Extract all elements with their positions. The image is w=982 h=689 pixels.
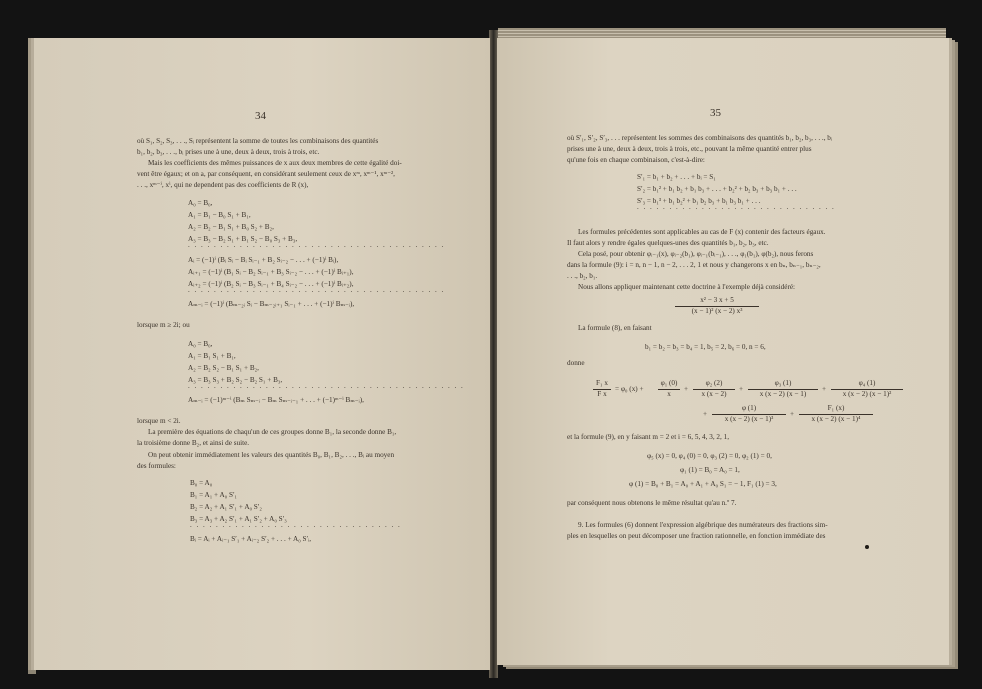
equation: A₃ = B₃ S₃ + B₂ S₂ − B₂ S₁ + B₃, (188, 376, 283, 384)
equation-term: + (790, 410, 795, 418)
text-line: vent être égaux; et on a, par conséquent, en considérant seulement ceux de xᵐ, xᵐ⁻¹, xᵐ⁻², (137, 170, 395, 178)
fraction-numerator: φ₄ (1) (858, 379, 876, 387)
text-line: où S₁, S₂, S₃, . . ., Sᵢ représentent la somme de toutes les combinaisons des quantités (137, 137, 379, 145)
fraction-denominator: x (x − 2) (x − 1)⁴ (811, 415, 861, 423)
dotted-separator: . . . . . . . . . . . . . . . . . . . . . . . . . . . . . . . (637, 203, 836, 211)
equation: A₁ = B₁ − B₀ S₁ + B₁, (188, 211, 251, 219)
equation: B₃ = A₃ + A₂ S′₁ + A₁ S′₂ + A₀ S′₃ (190, 515, 287, 523)
equation: S′₃ = b₁³ + b₁ b₂² + b₁ b₂ b₃ + b₁ b₃ b₁ + . . . (637, 197, 761, 205)
text-line: . . ., b₂, b₁. (567, 272, 598, 280)
equation: b₁ = b₂ = b₃ = b₄ = 1, b₅ = 2, b₆ = 0, n = 6, (645, 343, 766, 351)
text-line: qu'une fois en chaque combinaison, c'est-à-dire: (567, 156, 705, 164)
fraction-denominator: x (x − 2) (x − 1)³ (724, 415, 774, 423)
equation: Aᵢ₊₁ = (−1)ⁱ (B₁ Sᵢ − B₂ Sᵢ₋₁ + B₃ Sᵢ₋₂ − . . . + (−1)ⁱ Bᵢ₊₁), (188, 268, 354, 276)
text-line: donne (567, 359, 585, 367)
equation-term: + (684, 385, 689, 393)
equation: Bᵢ = Aᵢ + Aᵢ₋₁ S′₁ + Aᵢ₋₂ S′₂ + . . . + A₀ S′ᵢ, (190, 535, 312, 543)
text-line: par conséquent nous obtenons le même résultat qu'au n.º 7. (567, 499, 737, 507)
text-line: lorsque m < 2i. (137, 417, 181, 425)
equation-term: + (739, 385, 744, 393)
fraction-denominator: x (x − 2) (701, 390, 727, 398)
text-line: des formules: (137, 462, 176, 470)
equation-term: = φ₀ (x) + (615, 385, 644, 393)
fraction-numerator: x² − 3 x + 5 (700, 296, 734, 304)
equation: A₁ = B₁ S₁ + B₁, (188, 352, 236, 360)
equation: A₂ = B₂ − B₁ S₁ + B₀ S₂ + B₂, (188, 223, 274, 231)
text-line: lorsque m ≥ 2i; ou (137, 321, 190, 329)
equation: B₂ = A₂ + A₁ S′₁ + A₀ S′₂ (190, 503, 262, 511)
fraction-numerator: φ₂ (2) (705, 379, 723, 387)
fraction-numerator: F₁ x (596, 379, 608, 387)
dotted-separator: . . . . . . . . . . . . . . . . . . . . . . . . . . . . . . . . . . . . . . . . (188, 286, 445, 294)
equation: S′₁ = b₁ + b₂ + . . . + bᵢ = S₁ (637, 173, 716, 181)
equation: φ (1) = B₀ + B₁ = A₀ + A₁ + A₀ S₁ = − 1, F₁ (1) = 3, (629, 480, 777, 488)
ink-spot (865, 545, 869, 549)
text-line: La formule (8), en faisant (578, 324, 652, 332)
text-line: Mais les coefficients des mêmes puissances de x aux deux membres de cette égalité doi- (148, 159, 402, 167)
fraction-denominator: F x (597, 390, 607, 398)
text-line: la troisième donne B₂, et ainsi de suite. (137, 439, 250, 447)
text-line: On peut obtenir immédiatement les valeurs des quantités B₀, B₁, B₂, . . ., Bᵢ au moyen (148, 451, 395, 459)
equation: Aₘ₋ᵢ = (−1)ⁱ (Bₘ₋₂ᵢ Sᵢ − Bₘ₋₂ᵢ₊₁ Sᵢ₋₁ + . . . + (−1)ⁱ Bₘ₋ᵢ), (188, 300, 355, 308)
equation: Aᵢ₊₂ = (−1)ⁱ (B₂ Sᵢ − B₃ Sᵢ₋₁ + B₄ Sᵢ₋₂ − . . . + (−1)ⁱ Bᵢ₊₂), (188, 280, 354, 288)
left-page (34, 38, 490, 670)
equation-term: + (703, 410, 708, 418)
fraction-numerator: φ₃ (1) (774, 379, 792, 387)
text-line: b₁, b₂, b₃, . . ., bᵢ prises une à une, deux à deux, trois à trois, etc. (137, 148, 320, 156)
dotted-separator: . . . . . . . . . . . . . . . . . . . . . . . . . . . . . . . . . (190, 521, 402, 529)
right-page (497, 38, 949, 665)
equation: Aₘ₋ᵢ = (−1)ᵐ⁻ⁱ (Bₘ Sₘ₋ᵢ − Bₘ Sₘ₋ᵢ₋₁ + . . . + (−1)ᵐ⁻ⁱ Bₘ₋ᵢ), (188, 396, 364, 404)
equation-term: + (822, 385, 827, 393)
fraction-denominator: x (x − 2) (x − 1) (759, 390, 807, 398)
equation: A₂ = B₂ S₂ − B₁ S₁ + B₂, (188, 364, 259, 372)
equation: A₃ = B₃ − B₂ S₁ + B₁ S₂ − B₀ S₃ + B₃, (188, 235, 298, 243)
equation: A₀ = B₀, (188, 199, 213, 207)
fraction-denominator: (x − 1)² (x − 2) x³ (691, 307, 743, 315)
text-line: Cela posé, pour obtenir φᵢ₋₁(x), φᵢ₋₂(b₁), φᵢ₋₁(bᵢ₋₁), . . ., φ₁(b₁), φ(b₂), nous ferons (578, 250, 814, 258)
equation: S′₂ = b₁² + b₁ b₂ + b₁ b₃ + . . . + b₂² + b₂ b₃ + b₃ b₁ + . . . (637, 185, 797, 193)
text-line: . . ., xᵐ⁻ⁱ, xⁱ, qui ne dependent pas des coefficients de R (x), (137, 181, 309, 189)
equation: B₀ = A₀ (190, 479, 213, 487)
equation: B₁ = A₁ + A₀ S′₁ (190, 491, 238, 499)
text-line: Les formules précédentes sont applicables au cas de F (x) contenir des facteurs égaux. (578, 228, 826, 236)
equation: φ₅ (x) = 0, φ₄ (0) = 0, φ₃ (2) = 0, φ₂ (1) = 0, (647, 452, 772, 460)
text-line: 9. Les formules (6) donnent l'expression algébrique des numérateurs des fractions sim- (578, 521, 828, 529)
text-line: Il faut alors y rendre égales quelques-unes des quantités b₁, b₂, b₃, etc. (567, 239, 769, 247)
text-line: Nous allons appliquer maintenant cette doctrine à l'exemple déjà considéré: (578, 283, 796, 291)
dotted-separator: . . . . . . . . . . . . . . . . . . . . . . . . . . . . . . . . . . . . . . . . . . . (188, 382, 465, 390)
text-line: prises une à une, deux à deux, trois à trois, etc., pouvant la même quantité entrer plus (567, 145, 812, 153)
fraction-numerator: φ₁ (0) (660, 379, 678, 387)
text-line: La première des équations de chaqu'un de ces groupes donne B₁, la seconde donne B₁, (148, 428, 397, 436)
page-number: 34 (255, 110, 266, 122)
equation: A₀ = B₀, (188, 340, 213, 348)
fraction-denominator: x (x − 2) (x − 1)² (842, 390, 892, 398)
dotted-separator: . . . . . . . . . . . . . . . . . . . . . . . . . . . . . . . . . . . . . . . . (188, 241, 445, 249)
fraction-numerator: F₁ (x) (827, 404, 845, 412)
fraction-denominator: x (667, 390, 671, 398)
text-line: ples en lesquelles on peut décomposer une fraction rationnelle, en fonction immédiate des (567, 532, 826, 540)
equation: Aᵢ = (−1)ⁱ (Bᵢ Sᵢ − Bᵢ Sᵢ₋₁ + B₂ Sᵢ₋₂ − . . . + (−1)ⁱ Bᵢ), (188, 256, 339, 264)
equation: φ₁ (1) = B₀ = A₀ = 1, (680, 466, 740, 474)
page-number: 35 (710, 107, 721, 119)
text-line: et la formule (9), en y faisant m = 2 et i = 6, 5, 4, 3, 2, 1, (567, 433, 730, 441)
fraction-numerator: φ (1) (741, 404, 757, 412)
text-line: où S′₁, S′₂, S′₃, . . . représentent les sommes des combinaisons des quantités b₁, b₂, b₃, . . ., bᵢ (567, 134, 833, 142)
text-line: dans la formule (9): i = n, n − 1, n − 2, . . . 2, 1 et nous y changerons x en bₙ, bₙ₋₁, bₙ₋₂, (567, 261, 821, 269)
